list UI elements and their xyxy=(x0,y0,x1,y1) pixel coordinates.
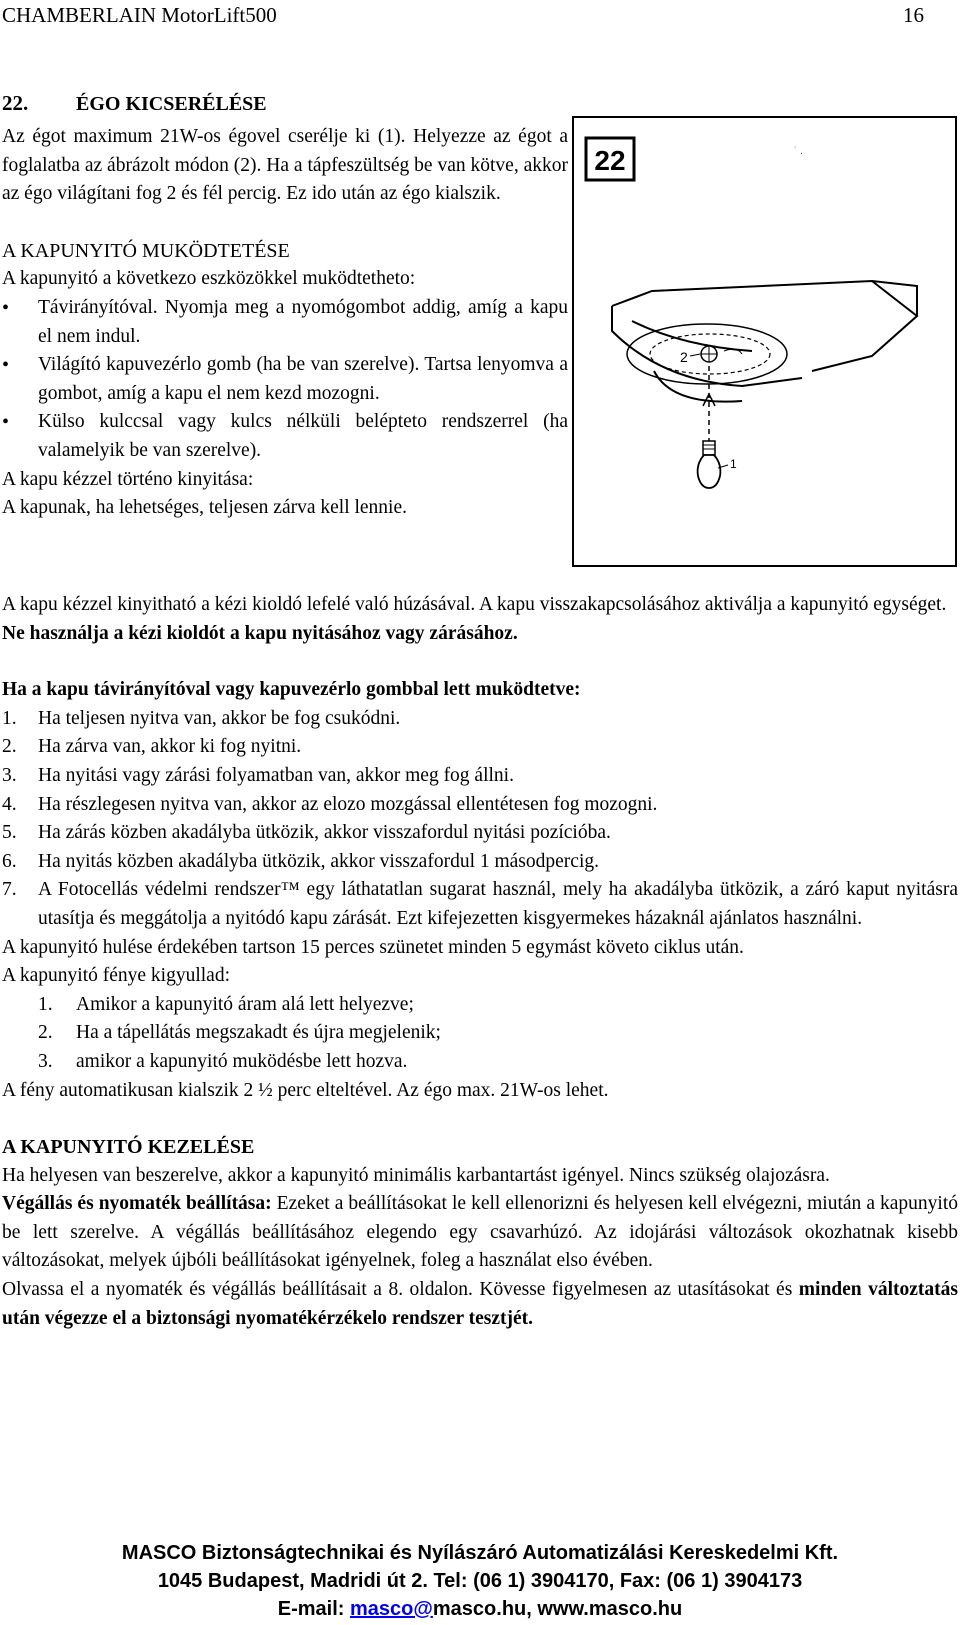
bulb-diagram xyxy=(572,116,957,567)
figure-bulb-replacement xyxy=(572,116,957,567)
maintenance-paragraph-2: Végállás és nyomaték beállítása: Ezeket a beállításokat le kell ellenorizni és helyesen kell elvégezni, miután a kapunyitó be lett szerelve. A végállás beállításához elegendo egy csavarhúzó. Az idojárási változások okozhatnak kisebb változásokat, melyek újbóli beállításokat igényelnek, foleg a használat elso évében. xyxy=(2,1193,958,1272)
bullet-icon: • xyxy=(2,296,10,319)
section-22-text: Az égot maximum 21W-os égovel cserélje ki (1). Helyezze az égot a foglalatba az ábrázolt módon (2). Ha a tápfeszültség be van kötve, akkor az égo világítani fog 2 és fél percig. Ez ido után az égo kialszik. xyxy=(2,126,568,205)
maintenance-paragraph-1: Ha helyesen van beszerelve, akkor a kapunyitó minimális karbantartást igényel. Nincs szükség olajozásra. xyxy=(2,1164,830,1186)
operation-intro: A kapunyitó a következo eszközökkel muködtetheto: xyxy=(2,268,416,290)
light-list xyxy=(2,991,958,1077)
light-note: A fény automatikusan kialszik 2 ½ perc elteltével. Az égo max. 21W-os lehet. xyxy=(2,1079,609,1101)
opener-housing xyxy=(612,281,917,402)
footer-company: MASCO Biztonságtechnikai és Nyílászáró Automatizálási Kereskedelmi Kft. xyxy=(121,1542,839,1564)
maintenance-paragraph-3: Olvassa el a nyomaték és végállás beállításait a 8. oldalon. Kövesse figyelmesen az utasításokat és minden változtatás után végezze el a biztonsági nyomatékérzékelo rendszer tesztjét. xyxy=(2,1279,959,1329)
list-item: 7. A Fotocellás védelmi rendszer™ egy láthatatlan sugarat használ, mely ha akadályba ütközik, a záró kaput nyitásra utasítja és meggátolja a nyitódó kapu zárását. Ezt kifejezetten kisgyermekes házaknál ajánlatos használni. xyxy=(2,879,958,929)
list-item: • Külso kulccsal vagy kulcs nélküli belépteto rendszerrel (ha valamelyik be van szerelve). xyxy=(2,408,568,465)
manual-line-2: A kapu kézzel kinyitható a kézi kioldó lefelé való húzásával. A kapu visszakapcsolásához aktiválja a kapunyitó egységet. xyxy=(2,594,947,615)
section-22-heading xyxy=(2,86,568,121)
figure-number: 22 xyxy=(594,145,626,176)
bullet-icon: • xyxy=(2,411,10,434)
bullet-icon: • xyxy=(2,354,10,377)
section-title: ÉGO KICSERÉLÉSE xyxy=(76,93,267,115)
rest-note: A kapunyitó hulése érdekében tartson 15 perces szünetet minden 5 egymást követo ciklus után. xyxy=(2,936,744,958)
bulb-icon xyxy=(698,441,721,488)
list-item: 1. Ha teljesen nyitva van, akkor be fog csukódni. xyxy=(2,707,401,729)
manual-heading: A kapu kézzel történo kinyitása: xyxy=(2,468,254,490)
page-number: 16 xyxy=(903,3,924,27)
list-item: • Távirányítóval. Nyomja meg a nyomógombot addig, amíg a kapu el nem indul. xyxy=(2,294,568,351)
list-item: 5. Ha zárás közben akadályba ütközik, akkor visszafordul nyitási pozícióba. xyxy=(2,822,611,844)
page-header xyxy=(2,2,924,28)
remote-heading: Ha a kapu távirányítóval vagy kapuvezérlo gombbal lett muködtetve: xyxy=(2,679,581,701)
list-item: 3. amikor a kapunyitó muködésbe lett hozva. xyxy=(38,1050,408,1072)
list-item: 2. Ha zárva van, akkor ki fog nyitni. xyxy=(2,736,302,758)
document-title: CHAMBERLAIN MotorLift500 xyxy=(2,3,277,27)
list-item: 1. Amikor a kapunyitó áram alá lett helyezve; xyxy=(38,993,414,1015)
manual-line-1: A kapunak, ha lehetséges, teljesen zárva kell lennie. xyxy=(2,497,408,519)
footer-address: 1045 Budapest, Madridi út 2. Tel: (06 1) 3904170, Fax: (06 1) 3904173 xyxy=(157,1570,803,1592)
list-item: • Világító kapuvezérlo gomb (ha be van szerelve). Tartsa lenyomva a gombot, amíg a kapu el nem kezd mozogni. xyxy=(2,351,568,408)
top-column xyxy=(2,86,568,523)
section-number: 22. xyxy=(2,91,29,115)
page-footer xyxy=(0,1539,960,1623)
remote-behaviour-list xyxy=(2,705,958,934)
list-item: 4. Ha részlegesen nyitva van, akkor az elozo mozgással ellentétesen fog mozogni. xyxy=(2,793,658,815)
figure-mark: ˙ . xyxy=(794,146,803,157)
operation-heading: A KAPUNYITÓ MUKÖDTETÉSE xyxy=(2,239,290,262)
label-1: 1 xyxy=(730,457,737,471)
footer-contact: E-mail: masco@masco.hu, www.masco.hu xyxy=(277,1598,683,1620)
email-link[interactable]: masco@ xyxy=(350,1598,433,1620)
figure-frame xyxy=(573,117,956,566)
manual-release-warning: Ne használja a kézi kioldót a kapu nyitásához vagy zárásához. xyxy=(2,622,518,644)
list-item: 6. Ha nyitás közben akadályba ütközik, akkor visszafordul 1 másodpercig. xyxy=(2,850,599,872)
list-item: 3. Ha nyitási vagy zárási folyamatban van, akkor meg fog állni. xyxy=(2,764,514,786)
light-heading: A kapunyitó fénye kigyullad: xyxy=(2,965,231,987)
label-2: 2 xyxy=(680,349,688,365)
maintenance-heading: A KAPUNYITÓ KEZELÉSE xyxy=(2,1136,255,1159)
list-item: 2. Ha a tápellátás megszakadt és újra megjelenik; xyxy=(38,1022,441,1044)
operation-bullet-list xyxy=(2,294,568,466)
main-content xyxy=(2,591,958,1333)
